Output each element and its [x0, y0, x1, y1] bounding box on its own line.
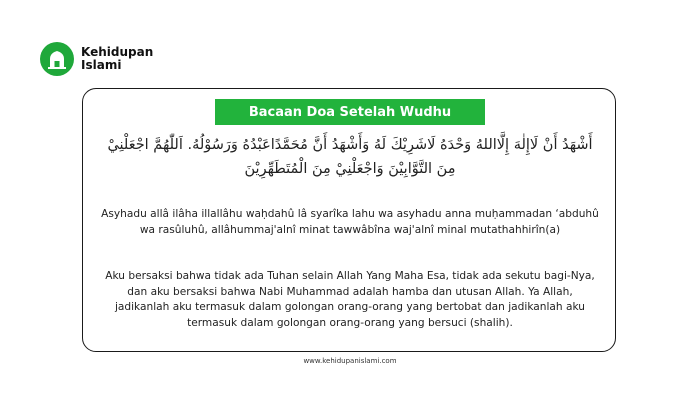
latin-transliteration: Asyhadu allâ ilâha illallâhu waḥdahû lâ syarîka lahu wa asyhadu anna muḥammadan ‘abduhû wa rasûluhû, allâhummaj'alnî minat tawwâbîna waj'alnî minal mutathahhirîn(a) — [101, 208, 599, 236]
brand-name-line2: Islami — [81, 58, 122, 72]
prayer-card — [82, 88, 616, 352]
brand-logo — [40, 42, 153, 76]
card-title: Bacaan Doa Setelah Wudhu — [248, 104, 452, 120]
brand-name-line1: Kehidupan — [81, 45, 154, 59]
mosque-icon — [40, 42, 74, 76]
arabic-prayer-text: أَشْهَدُ أَنْ لَاإِلٰهَ إِلَّااللهُ وَحْدَهُ لَاشَرِيْكَ لَهُ وَأَشْهَدُ أَنَّ مُحَمَّدًاعَبْدُهُ وَرَسُوْلُهُ. اَللّٰهُمَّ اجْعَلْنِيْ مِنَ التَّوَّابِيْنَ وَاجْعَلْنِيْ مِنَ الْمُتَطَهِّرِيْنَ — [107, 137, 593, 177]
footer-url: www.kehidupanislami.com — [303, 357, 397, 365]
card-title-bar — [215, 99, 485, 125]
brand-name — [81, 46, 153, 72]
translation-text: Aku bersaksi bahwa tidak ada Tuhan selain Allah Yang Maha Esa, tidak ada sekutu bagi-Nya, dan aku bersaksi bahwa Nabi Muhammad adalah hamba dan utusan Allah. Ya Allah, jadikanlah aku termasuk dalam golongan orang-orang yang bertobat dan jadikanlah aku termasuk dalam golongan orang-orang yang bersuci (shalih). — [105, 270, 595, 329]
mosque-icon-glyph — [46, 48, 68, 70]
